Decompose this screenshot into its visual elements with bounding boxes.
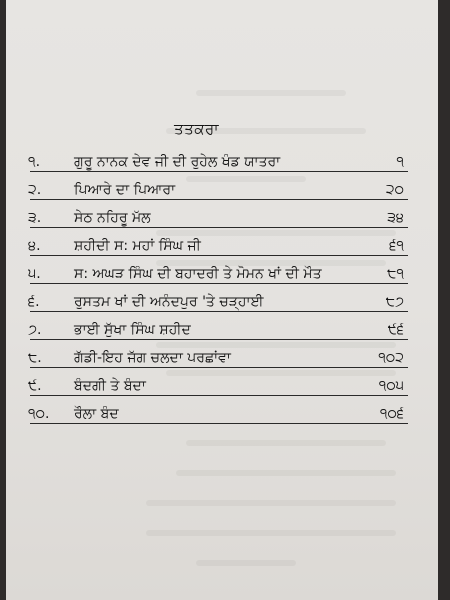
entry-underline: [30, 171, 408, 172]
entry-page: ੧: [396, 154, 404, 170]
entry-page: ੮੭: [385, 294, 404, 310]
entry-page: ੧੦੫: [378, 378, 404, 394]
entry-underline: [30, 311, 408, 312]
toc-entry: [6, 288, 438, 316]
entry-title: ਬੰਦਗੀ ਤੇ ਬੰਦਾ: [74, 378, 146, 394]
entry-page: ੬੧: [389, 238, 404, 254]
entry-title: ਗੁਰੂ ਨਾਨਕ ਦੇਵ ਜੀ ਦੀ ਰੁਹੇਲ ਖੰਡ ਯਾਤਰਾ: [74, 154, 281, 170]
entry-title: ਪਿਆਰੇ ਦਾ ਪਿਆਰਾ: [74, 182, 176, 198]
entry-underline: [30, 283, 408, 284]
entry-title: ਸ਼ਹੀਦੀ ਸ: ਮਹਾਂ ਸਿੰਘ ਜੀ: [74, 238, 201, 254]
entry-number: ੧੦.: [28, 406, 50, 422]
entry-number: ੯.: [28, 378, 42, 394]
entry-underline: [30, 339, 408, 340]
toc-entry: [6, 260, 438, 288]
toc-entry: [6, 204, 438, 232]
entry-underline: [30, 423, 408, 424]
toc-entry: [6, 232, 438, 260]
entry-page: ੨੦: [385, 182, 404, 198]
entry-page: ੩੪: [387, 210, 404, 226]
entry-number: ੨.: [28, 182, 42, 198]
entry-number: ੧.: [28, 154, 41, 170]
entry-number: ੩.: [28, 210, 42, 226]
toc-heading: ਤਤਕਰਾ: [174, 120, 220, 138]
entry-number: ੭.: [28, 322, 42, 338]
toc-entry: [6, 372, 438, 400]
entry-underline: [30, 199, 408, 200]
toc-entry: [6, 148, 438, 176]
entry-page: ੯੬: [387, 322, 404, 338]
entry-title: ਭਾਈ ਸੁੱਖਾ ਸਿੰਘ ਸ਼ਹੀਦ: [74, 322, 191, 338]
toc-entry: [6, 316, 438, 344]
entry-title: ਸੇਠ ਨਹਿਰੂ ਮੱਲ: [74, 210, 151, 226]
toc-entry: [6, 176, 438, 204]
entry-underline: [30, 367, 408, 368]
entry-title: ਰੁਸਤਮ ਖਾਂ ਦੀ ਅਨੰਦਪੁਰ 'ਤੇ ਚੜ੍ਹਾਈ: [74, 294, 264, 310]
entry-title: ਸ: ਅਘੜ ਸਿੰਘ ਦੀ ਬਹਾਦਰੀ ਤੇ ਮੋਮਨ ਖਾਂ ਦੀ ਮੌਤ: [74, 266, 322, 282]
entry-number: ੪.: [28, 238, 41, 254]
entry-number: ੬.: [28, 294, 40, 310]
toc-entry: [6, 400, 438, 428]
entry-underline: [30, 395, 408, 396]
entry-title: ਰੌਲਾ ਬੰਦ: [74, 406, 119, 422]
book-page: [6, 0, 438, 600]
toc-entry: [6, 344, 438, 372]
entry-title: ਗੱਡੀ-ਇਹ ਜੱਗ ਚਲਦਾ ਪਰਛਾਂਵਾ: [74, 350, 231, 366]
entry-page: ੧੦੬: [379, 406, 404, 422]
entry-underline: [30, 255, 408, 256]
entry-number: ੮.: [28, 350, 42, 366]
entry-page: ੧੦੨: [378, 350, 404, 366]
entry-number: ੫.: [28, 266, 41, 282]
entry-page: ੮੧: [387, 266, 404, 282]
entry-underline: [30, 227, 408, 228]
